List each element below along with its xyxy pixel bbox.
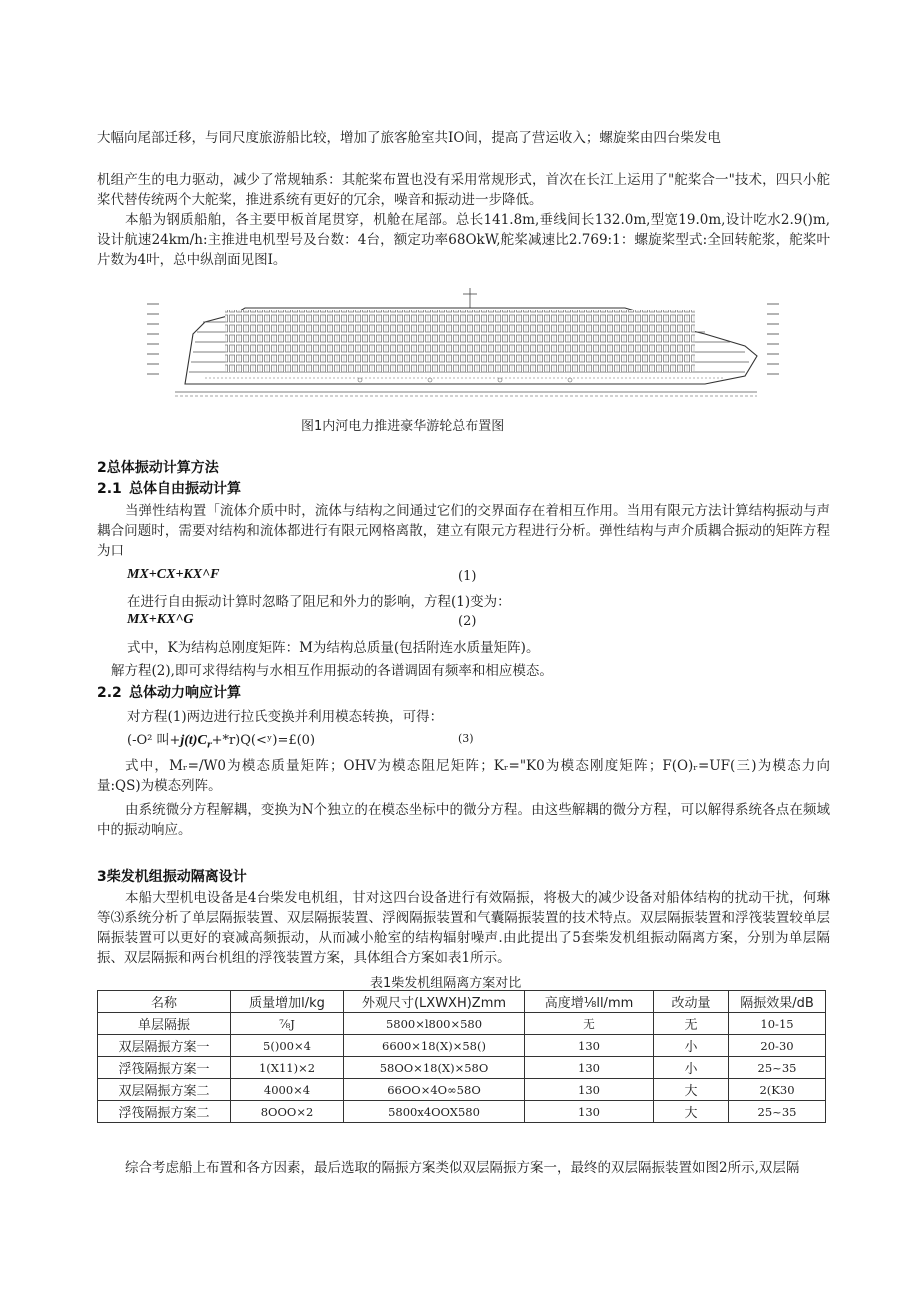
cell-name: 单层隔振: [98, 1013, 231, 1035]
subsection-2-2-heading: [97, 682, 241, 702]
cell-size: 58OO×18(X)×58O: [344, 1057, 525, 1079]
table-header-row: [98, 991, 826, 1013]
section-3-heading: 3柴发机组振动隔离设计: [97, 869, 247, 885]
cell-mass: 1(X11)×2: [231, 1057, 344, 1079]
equation-3: [127, 729, 315, 751]
subsection-title: 总体自由振动计算: [129, 481, 241, 497]
cell-effect: 25~35: [729, 1101, 826, 1123]
cell-name: 双层隔振方案二: [98, 1079, 231, 1101]
cell-size: 5800×l800×580: [344, 1013, 525, 1035]
subsection-2-1-heading: [97, 478, 241, 498]
cell-effect: 25~35: [729, 1057, 826, 1079]
col-header-change: 改动量: [654, 991, 729, 1013]
equation-3-part-b: j(t)C: [180, 733, 207, 748]
cell-size: 66OO×4O∞58O: [344, 1079, 525, 1101]
cabin-grid: [225, 310, 695, 372]
col-header-effect: 隔振效果/dB: [729, 991, 826, 1013]
cell-height: 130: [525, 1101, 654, 1123]
equation-3-number: (3): [458, 732, 474, 745]
subsection-number: 2.1: [97, 481, 122, 497]
cell-change: 大: [654, 1079, 729, 1101]
subsection-number: 2.2: [97, 685, 122, 701]
left-deck-markers: [147, 304, 159, 374]
cell-effect: 2(K30: [729, 1079, 826, 1101]
section-2-2-paragraph-1: 对方程(1)两边进行拉氏变换并利用模态转换，可得：: [127, 709, 444, 725]
section-2-1-paragraph-1: 当弹性结构置「流体介质中时，流体与结构之间通过它们的交界面存在着相互作用。当用有限元方法计算结构振动与声耦合问题时，需要对结构和流体都进行有限元网格离散，建立有限元方程进行分析。弹性结构与声介质耦合振动的矩阵方程为口: [97, 503, 830, 559]
equation-3-part-a: (-O² 叫+: [127, 733, 181, 748]
figure-1-caption: 图1内河电力推进豪华游轮总布置图: [301, 419, 505, 434]
section-2-1-paragraph-2: 在进行自由振动计算时忽略了阻尼和外力的影响，方程(1)变为：: [127, 594, 511, 610]
intro-paragraph-3: 本船为钢质船舶，各主要甲板首尾贯穿，机舱在尾部。总长141.8m,垂线间长132.0m,型宽19.0m,设计吃水2.9()m,设计航速24km/h:主推进电机型号及台数：4台，额定功率68OkW,舵桨减速比2.769:1：螺旋桨型式:全回转舵浆，舵桨叶片数为4叶，总中纵剖面见图I。: [97, 212, 830, 268]
cell-change: 大: [654, 1101, 729, 1123]
intro-paragraph-2: 机组产生的电力驱动，减少了常规轴系：其舵桨布置也没有采用常规形式，首次在长江上运用了"舵桨合一"技术，四只小舵桨代替传统两个大舵桨，推进系统有更好的冗余，噪音和振动进一步降低。: [97, 172, 830, 208]
section-2-2-paragraph-2: 式中，Mᵣ=/W0为模态质量矩阵；OHV为模态阻尼矩阵；Kᵣ="K0为模态刚度矩阵；F(O)ᵣ=UF(三)为模态力向量:QS)为模态列阵。: [97, 758, 830, 794]
ship-general-arrangement-figure: [145, 284, 785, 406]
section-3-paragraph-1: 本船大型机电设备是4台柴发电机组，甘对这四台设备进行有效隔振，将极大的减少设备对船体结构的扰动干扰，何琳等⑶系统分析了单层隔振装置、双层隔振装置、浮阀隔振装置和气囊隔振装置的技术特点。双层隔振装置和浮筏装置较单层隔振装置可以更好的衰减高频振动，从而减小舱室的结构辐射噪声.由此提出了5套柴发机组振动隔离方案，分别为单层隔振、双层隔振和两台机组的浮筏装置方案，具体组合方案如表1所示。: [97, 890, 830, 966]
section-2-1-paragraph-3: 式中，K为结构总刚度矩阵：M为结构总质量(包括附连水质量矩阵)。: [127, 640, 540, 656]
cell-mass: 5()00×4: [231, 1035, 344, 1057]
section-2-heading: 2总体振动计算方法: [97, 460, 219, 476]
table-row: [98, 1101, 826, 1123]
cell-name: 浮筏隔振方案二: [98, 1101, 231, 1123]
col-header-height: 高度增⅛ll/mm: [525, 991, 654, 1013]
equation-2: MX+KX^G: [127, 612, 194, 627]
cell-change: 无: [654, 1013, 729, 1035]
equation-1-number: (1): [458, 569, 477, 584]
section-2-1-paragraph-4: 解方程(2),即可求得结构与水相互作用振动的各谱调固有频率和相应模态。: [111, 663, 553, 679]
table-row: [98, 1057, 826, 1079]
intro-line-1: 大幅向尾部迁移，与同尺度旅游船比较，增加了旅客舱室共IO间，提高了营运收入；螺旋桨由四台柴发电: [97, 130, 721, 146]
col-header-name: 名称: [98, 991, 231, 1013]
col-header-size: 外观尺寸(LXWXH)Zmm: [344, 991, 525, 1013]
cell-name: 双层隔振方案一: [98, 1035, 231, 1057]
table-1-caption: 表1柴发机组隔离方案对比: [370, 976, 522, 991]
subsection-title: 总体动力响应计算: [129, 685, 241, 701]
table-row: [98, 1013, 826, 1035]
cell-height: 130: [525, 1035, 654, 1057]
cell-size: 5800x4OOX580: [344, 1101, 525, 1123]
cell-height: 无: [525, 1013, 654, 1035]
table-row: [98, 1079, 826, 1101]
isolation-scheme-table: [97, 990, 826, 1123]
cell-size: 6600×18(X)×58(): [344, 1035, 525, 1057]
cell-mass: 4000×4: [231, 1079, 344, 1101]
section-3-paragraph-2: 综合考虑船上布置和各方因素，最后选取的隔振方案类似双层隔振方案一，最终的双层隔振装置如图2所示,双层隔: [125, 1160, 800, 1176]
table-row: [98, 1035, 826, 1057]
equation-1: MX+CX+KX^F: [127, 567, 220, 582]
cell-mass: ⅞J: [231, 1013, 344, 1035]
cell-effect: 20-30: [729, 1035, 826, 1057]
cell-height: 130: [525, 1079, 654, 1101]
right-deck-markers: [767, 304, 779, 374]
equation-3-subscript: r: [206, 740, 212, 751]
equation-2-number: (2): [458, 614, 477, 629]
cell-change: 小: [654, 1035, 729, 1057]
section-2-2-paragraph-3: 由系统微分方程解耦，变换为N个独立的在模态坐标中的微分方程。由这些解耦的微分方程，可以解得系统各点在频域中的振动响应。: [97, 802, 830, 838]
col-header-mass: 质量增加l/kg: [231, 991, 344, 1013]
cell-mass: 8OOO×2: [231, 1101, 344, 1123]
cell-name: 浮筏隔振方案一: [98, 1057, 231, 1079]
cell-effect: 10-15: [729, 1013, 826, 1035]
cell-change: 小: [654, 1057, 729, 1079]
cell-height: 130: [525, 1057, 654, 1079]
equation-3-part-d: +*r)Q(<ʸ)=£(0): [211, 733, 316, 748]
